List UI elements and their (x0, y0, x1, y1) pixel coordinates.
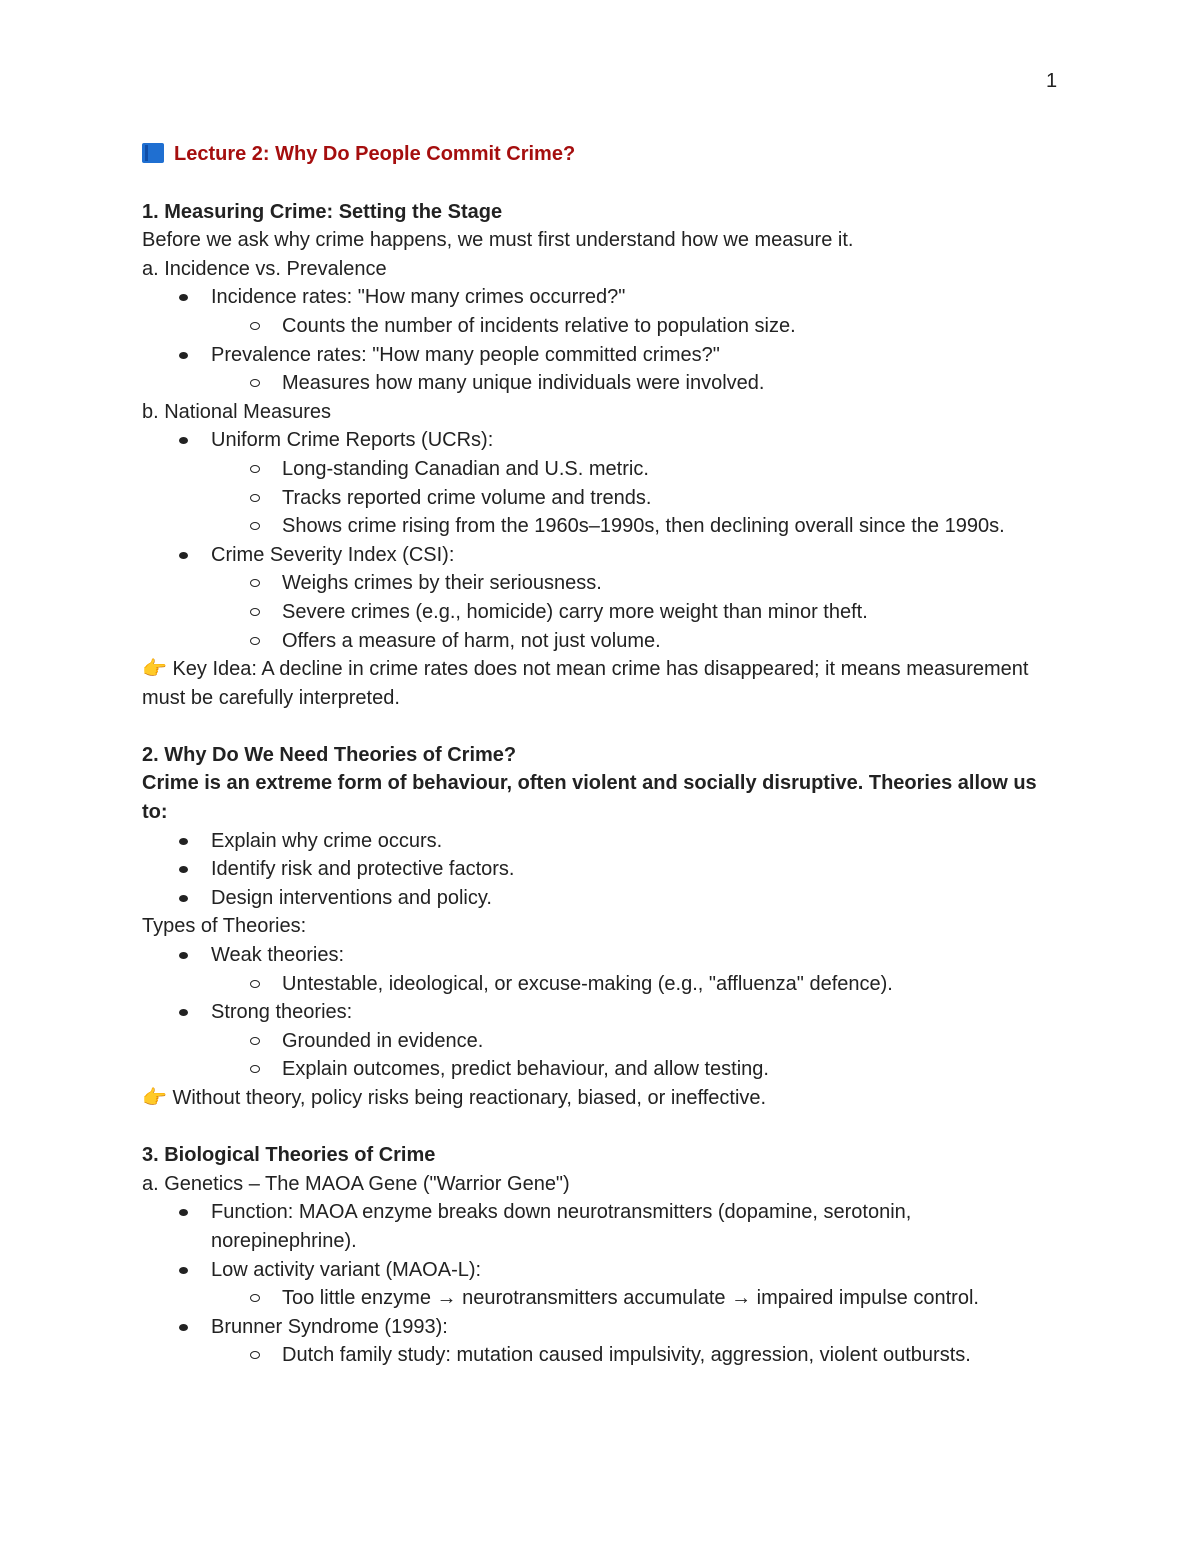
pointing-hand-icon: 👉 (142, 1087, 167, 1109)
subsection-a-label: a. Incidence vs. Prevalence (142, 257, 387, 280)
sub-bullet-csi-2: Severe crimes (e.g., homicide) carry more weight than minor theft. (142, 598, 1042, 627)
sub-bullet-csi-1: Weighs crimes by their seriousness. (142, 569, 1042, 598)
key-idea (142, 655, 1042, 712)
bullet-brunner: Brunner Syndrome (1993): (142, 1313, 1042, 1342)
lecture-title (142, 140, 1042, 169)
sub-bullet-strong-1: Grounded in evidence. (142, 1027, 1042, 1056)
sub-bullet-brunner: Dutch family study: mutation caused impulsivity, aggression, violent outbursts. (142, 1341, 1042, 1370)
sub-bullet-ucr-1: Long-standing Canadian and U.S. metric. (142, 455, 1042, 484)
bullet-weak: Weak theories: (142, 941, 1042, 970)
theory-note-text: Without theory, policy risks being reactionary, biased, or ineffective. (172, 1087, 767, 1109)
section-1-intro: Before we ask why crime happens, we must first understand how we measure it. (142, 229, 854, 252)
bullet-function: Function: MAOA enzyme breaks down neurotransmitters (dopamine, serotonin, norepinephrine). (142, 1198, 1042, 1255)
sub-bullet-incidence: Counts the number of incidents relative to population size. (142, 312, 1042, 341)
types-of-theories-label: Types of Theories: (142, 915, 307, 938)
sub-bullet-strong-2: Explain outcomes, predict behaviour, and allow testing. (142, 1055, 1042, 1084)
section-3-heading: 3. Biological Theories of Crime (142, 1144, 436, 1167)
bullet-design: Design interventions and policy. (142, 884, 1042, 913)
genetics-label: a. Genetics – The MAOA Gene ("Warrior Gene") (142, 1172, 570, 1195)
bullet-prevalence: Prevalence rates: "How many people committed crimes?" (142, 341, 1042, 370)
book-icon (142, 143, 164, 163)
pointing-hand-icon: 👉 (142, 658, 167, 681)
subsection-b-label: b. National Measures (142, 400, 331, 423)
key-idea-text: Key Idea: A decline in crime rates does not mean crime has disappeared; it means measurement must be carefully interpreted. (142, 658, 1029, 709)
sub-bullet-weak: Untestable, ideological, or excuse-making (e.g., "affluenza" defence). (142, 970, 1042, 999)
sub-bullet-low-activity: Too little enzyme → neurotransmitters accumulate → impaired impulse control. (142, 1284, 1042, 1313)
bullet-low-activity: Low activity variant (MAOA-L): (142, 1256, 1042, 1285)
bullet-identify: Identify risk and protective factors. (142, 855, 1042, 884)
page-number: 1 (1046, 70, 1058, 92)
bullet-csi: Crime Severity Index (CSI): (142, 541, 1042, 570)
sub-bullet-prevalence: Measures how many unique individuals were involved. (142, 369, 1042, 398)
section-1-heading: 1. Measuring Crime: Setting the Stage (142, 200, 503, 223)
lecture-title-text: Lecture 2: Why Do People Commit Crime? (174, 143, 576, 165)
bullet-strong: Strong theories: (142, 998, 1042, 1027)
sub-bullet-csi-3: Offers a measure of harm, not just volume. (142, 627, 1042, 656)
theory-note (142, 1084, 1042, 1113)
section-2-heading: 2. Why Do We Need Theories of Crime? (142, 743, 517, 766)
bullet-explain: Explain why crime occurs. (142, 827, 1042, 856)
section-2-bold-intro: Crime is an extreme form of behaviour, often violent and socially disruptive. Theories allow us to: (142, 772, 1037, 824)
sub-bullet-ucr-3: Shows crime rising from the 1960s–1990s, then declining overall since the 1990s. (142, 512, 1042, 541)
bullet-ucr: Uniform Crime Reports (UCRs): (142, 426, 1042, 455)
document-body (142, 140, 1042, 1370)
bullet-incidence: Incidence rates: "How many crimes occurred?" (142, 283, 1042, 312)
sub-bullet-ucr-2: Tracks reported crime volume and trends. (142, 484, 1042, 513)
